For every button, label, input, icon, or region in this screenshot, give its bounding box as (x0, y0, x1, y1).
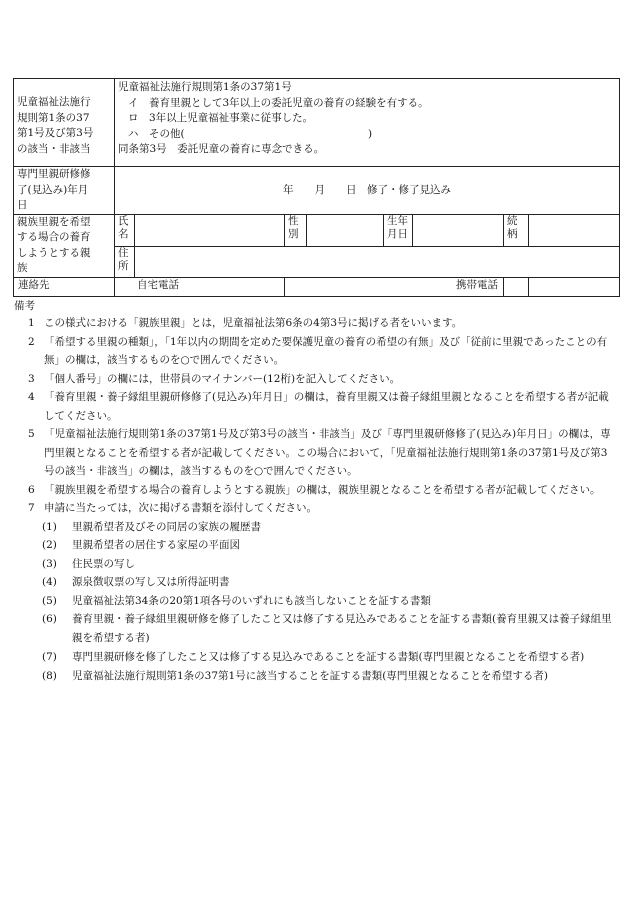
note-text: 「親族里親を希望する場合の養育しようとする親族」の欄は，親族里親となることを希望する者が記載してください。 (44, 483, 601, 496)
note-number: 4 (28, 391, 35, 403)
document-number: (2) (42, 539, 57, 551)
document-text: 児童福祉法施行規則第1条の37第1号に該当することを証する書類(専門里親となることを希望する者) (72, 670, 548, 682)
name-label: 氏 (118, 214, 129, 227)
note-number: 5 (28, 428, 35, 440)
relative-label-line: しようとする親 (17, 246, 91, 259)
eligibility-label-line: 規則第1条の37 (17, 111, 90, 124)
name-label: 名 (118, 227, 129, 240)
document-item (14, 610, 614, 648)
rule-item-3[interactable]: 同条第3号 委託児童の養育に専念できる。 (118, 143, 325, 155)
training-label-line: 日 (17, 199, 28, 211)
notes-heading: 備考 (14, 300, 35, 312)
note-item (14, 481, 614, 500)
note-text: 「養育里親・養子縁組里親研修修了(見込み)年月日」の欄は，養育里親又は養子縁組里親となることを希望する者が記載してください。 (44, 391, 609, 422)
relative-birthdate-field[interactable] (413, 214, 504, 247)
relative-label-line: する場合の養育 (17, 231, 91, 243)
document-item (14, 573, 614, 592)
note-number: 3 (28, 372, 35, 385)
note-text: この様式における「親族里親」とは，児童福祉法第6条の4第3号に掲げる者をいいます。 (44, 317, 463, 329)
document-number: (1) (42, 520, 57, 533)
document-item (14, 667, 614, 686)
relative-relation-field[interactable] (529, 214, 620, 247)
document-item (14, 518, 614, 537)
document-item (14, 648, 614, 667)
name-label-cell (115, 214, 135, 247)
document-number: (3) (42, 557, 57, 570)
training-label-cell (14, 167, 115, 215)
contact-row (14, 277, 620, 296)
relative-row (14, 214, 620, 247)
document-text: 里親希望者及びその同居の家族の履歴書 (72, 520, 261, 533)
document-number: (8) (42, 670, 57, 682)
document-number: (6) (42, 613, 57, 625)
note-number: 7 (28, 502, 35, 514)
notes-section (14, 298, 614, 686)
contact-label: 連絡先 (14, 277, 115, 296)
note-item (14, 499, 614, 518)
document-text: 養育里親・養子縁組里親研修を修了したこと又は修了する見込みであることを証する書類(養育里親又は養子縁組里親を希望する者) (72, 613, 612, 644)
note-item (14, 388, 614, 425)
document-number: (4) (42, 576, 57, 588)
note-number: 1 (28, 317, 35, 329)
option-ha-close: ) (368, 127, 373, 140)
note-item (14, 425, 614, 481)
sex-label: 性 (288, 214, 299, 227)
eligibility-label-cell (14, 79, 115, 167)
relative-name-field[interactable] (135, 214, 285, 247)
home-phone-label: 自宅電話 (115, 277, 285, 296)
document-text: 住民票の写し (72, 557, 135, 570)
note-text: 申請に当たっては，次に掲げる書類を添付してください。 (44, 502, 317, 514)
sex-label-cell (285, 214, 307, 247)
document-number: (7) (42, 651, 57, 663)
option-ha[interactable] (118, 127, 616, 143)
document-item (14, 536, 614, 555)
address-label: 所 (118, 260, 129, 273)
option-ro[interactable]: ロ 3年以上児童福祉事業に従事した。 (128, 112, 314, 124)
note-item (14, 333, 614, 370)
eligibility-label-line: 児童福祉法施行 (17, 96, 91, 108)
birth-label-cell (384, 214, 413, 247)
address-label-cell (115, 247, 135, 277)
note-number: 6 (28, 483, 35, 496)
note-text: 「児童福祉法施行規則第1条の37第1号及び第3号の該当・非該当」及び「専門里親研修修了(見込み)年月日」の欄は，専門里親となることを希望する者が記載してください。この場合において，「児童福祉法施行規則第1条の37第1号及び第3号の該当・非該当」の欄は，該当するものを○で囲んでください。 (44, 428, 611, 477)
eligibility-row (14, 79, 620, 167)
mobile-phone-field[interactable] (529, 277, 620, 296)
relative-label-cell (14, 214, 115, 277)
document-item (14, 555, 614, 574)
eligibility-label-line: 第1号及び第3号 (17, 127, 94, 139)
relation-label-cell (504, 214, 529, 247)
relation-label: 続 (507, 214, 518, 227)
mobile-phone-label: 携帯電話 (504, 277, 529, 296)
birth-label: 生年 (387, 214, 408, 227)
relative-address-field[interactable] (135, 247, 620, 277)
eligibility-label-line: の該当・非該当 (17, 142, 91, 155)
training-date-field[interactable]: 年 月 日 修了・修了見込み (115, 167, 620, 215)
sex-label: 別 (288, 227, 299, 240)
relation-label: 柄 (507, 227, 518, 240)
document-text: 児童福祉法第34条の20第1項各号のいずれにも該当しないことを証する書類 (72, 594, 431, 607)
training-row (14, 167, 620, 215)
note-item (14, 370, 614, 389)
note-item (14, 314, 614, 333)
option-i[interactable]: イ 養育里親として3年以上の委託児童の養育の経験を有する。 (128, 96, 429, 109)
document-item (14, 592, 614, 611)
eligibility-content-cell[interactable] (115, 79, 620, 167)
relative-label-line: 親族里親を希望 (17, 215, 91, 228)
relative-label-line: 族 (17, 262, 28, 274)
relative-sex-field[interactable] (307, 214, 384, 247)
training-label-line: 了(見込み)年月 (17, 183, 89, 196)
birth-label: 月日 (387, 227, 408, 240)
application-form-table (13, 78, 620, 297)
training-label-line: 専門里親研修修 (17, 168, 91, 180)
rule-heading: 児童福祉法施行規則第1条の37第1号 (118, 81, 292, 93)
option-ha-open: ハ その他( (128, 127, 185, 140)
note-text: 「希望する里親の種類」，「1年以内の期間を定めた要保護児童の養育の希望の有無」及び「従前に里親であったことの有無」の欄は，該当するものを○で囲んでください。 (44, 335, 608, 366)
note-number: 2 (28, 335, 35, 348)
note-text: 「個人番号」の欄には，世帯員のマイナンバー(12桁)を記入してください。 (44, 372, 401, 385)
document-text: 専門里親研修を修了したこと又は修了する見込みであることを証する書類(専門里親となることを希望する者) (72, 651, 585, 663)
address-label: 住 (118, 247, 129, 260)
document-number: (5) (42, 594, 57, 607)
document-text: 源泉徴収票の写し又は所得証明書 (72, 576, 230, 588)
document-text: 里親希望者の居住する家屋の平面図 (72, 539, 240, 551)
